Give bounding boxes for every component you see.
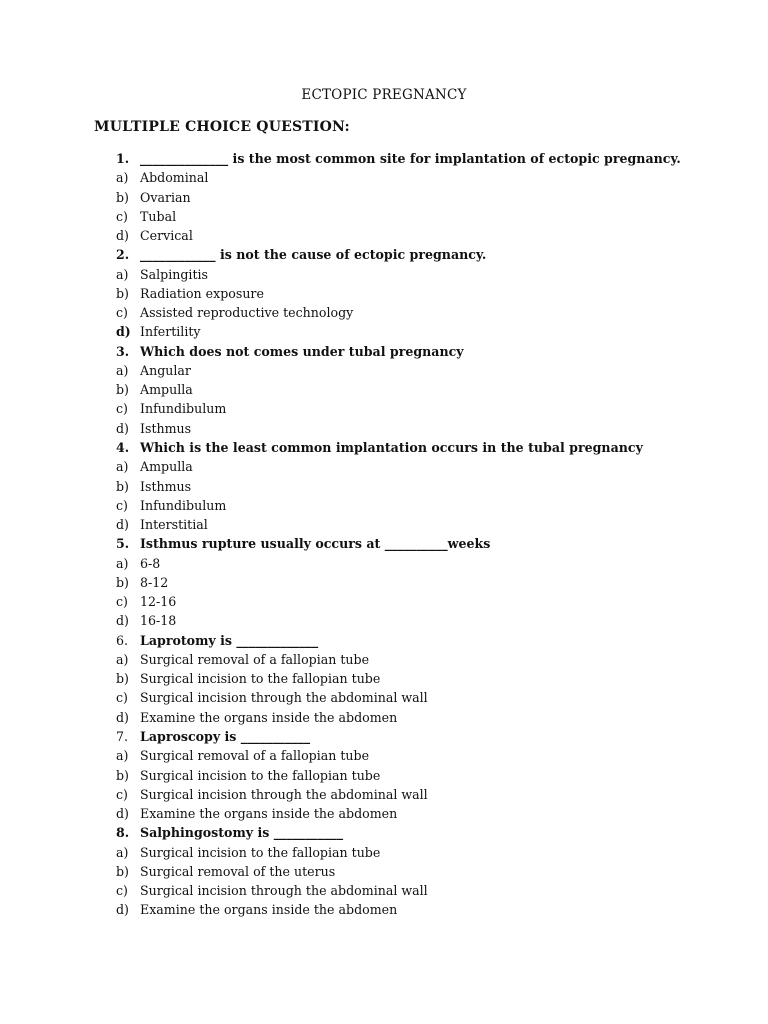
option-letter: a) <box>116 748 129 764</box>
option-row <box>0 399 768 418</box>
option-row <box>0 688 768 707</box>
question-text: Laprotomy is _____________ <box>140 632 319 648</box>
option-letter: d) <box>116 324 131 340</box>
option-letter: d) <box>116 228 129 244</box>
question-number: 6. <box>116 632 129 648</box>
option-row <box>0 862 768 881</box>
option-row <box>0 322 768 341</box>
question-number: 4. <box>116 439 130 455</box>
option-text: Ovarian <box>140 189 191 205</box>
option-letter: d) <box>116 709 129 725</box>
option-text: Ampulla <box>140 382 193 398</box>
question-text: Isthmus rupture usually occurs at __________weeks <box>140 536 491 552</box>
option-row <box>0 496 768 515</box>
question-number: 8. <box>116 825 130 841</box>
option-letter: b) <box>116 767 129 783</box>
option-row <box>0 265 768 284</box>
option-text: 6-8 <box>140 555 161 571</box>
option-text: Infundibulum <box>140 497 227 513</box>
question-number: 7. <box>116 728 129 744</box>
option-text: Surgical incision through the abdominal wall <box>140 883 428 899</box>
question-text: Which does not comes under tubal pregnancy <box>140 343 464 359</box>
question-row <box>0 534 768 553</box>
question-row <box>0 149 768 168</box>
option-text: Isthmus <box>140 420 192 436</box>
document-title: ECTOPIC PREGNANCY <box>301 87 467 103</box>
option-row <box>0 766 768 785</box>
option-text: Radiation exposure <box>140 285 264 301</box>
option-letter: c) <box>116 594 128 610</box>
option-row <box>0 900 768 919</box>
option-letter: c) <box>116 690 128 706</box>
question-text: Laproscopy is ___________ <box>140 728 311 744</box>
option-letter: c) <box>116 305 128 321</box>
option-row <box>0 611 768 630</box>
question-number: 5. <box>116 536 130 552</box>
option-row <box>0 168 768 187</box>
option-row <box>0 843 768 862</box>
option-letter: a) <box>116 651 129 667</box>
option-letter: b) <box>116 189 129 205</box>
question-row <box>0 823 768 842</box>
question-row <box>0 631 768 650</box>
option-letter: a) <box>116 555 129 571</box>
question-text: ____________ is not the cause of ectopic pregnancy. <box>140 247 487 263</box>
option-text: Surgical incision to the fallopian tube <box>140 767 381 783</box>
question-text: ______________ is the most common site for implantation of ectopic pregnancy. <box>140 151 681 166</box>
option-letter: a) <box>116 459 129 475</box>
option-row <box>0 419 768 438</box>
question-number: 1. <box>116 151 130 166</box>
question-text: Salphingostomy is ___________ <box>140 825 344 841</box>
option-row <box>0 804 768 823</box>
option-row <box>0 881 768 900</box>
option-text: Surgical incision to the fallopian tube <box>140 671 381 687</box>
option-row <box>0 573 768 592</box>
option-text: Examine the organs inside the abdomen <box>140 902 398 918</box>
option-row <box>0 785 768 804</box>
option-row <box>0 650 768 669</box>
option-text: Isthmus <box>140 478 192 494</box>
option-letter: c) <box>116 786 128 802</box>
question-row <box>0 727 768 746</box>
option-letter: a) <box>116 266 129 282</box>
option-row <box>0 303 768 322</box>
option-text: 12-16 <box>140 594 177 610</box>
option-letter: c) <box>116 401 128 417</box>
question-number: 2. <box>116 247 130 263</box>
option-letter: a) <box>116 170 129 186</box>
question-text: Which is the least common implantation occurs in the tubal pregnancy <box>140 439 643 455</box>
option-text: Ampulla <box>140 459 193 475</box>
option-row <box>0 361 768 380</box>
option-row <box>0 592 768 611</box>
option-row <box>0 457 768 476</box>
option-text: Surgical incision through the abdominal wall <box>140 690 428 706</box>
option-text: 16-18 <box>140 613 177 629</box>
option-letter: d) <box>116 613 129 629</box>
option-letter: d) <box>116 420 129 436</box>
option-letter: c) <box>116 883 128 899</box>
option-text: Surgical incision through the abdominal wall <box>140 786 428 802</box>
option-text: Assisted reproductive technology <box>140 305 354 321</box>
option-text: Infundibulum <box>140 401 227 417</box>
option-letter: a) <box>116 844 129 860</box>
option-letter: a) <box>116 362 129 378</box>
option-letter: d) <box>116 902 129 918</box>
option-row <box>0 284 768 303</box>
option-text: 8-12 <box>140 574 169 590</box>
option-row <box>0 380 768 399</box>
option-row <box>0 746 768 765</box>
option-row <box>0 207 768 226</box>
question-row <box>0 342 768 361</box>
option-text: Surgical removal of a fallopian tube <box>140 748 370 764</box>
option-letter: b) <box>116 671 129 687</box>
option-text: Tubal <box>140 208 177 224</box>
option-text: Interstitial <box>140 517 208 533</box>
option-row <box>0 554 768 573</box>
question-row <box>0 245 768 264</box>
option-letter: b) <box>116 478 129 494</box>
option-row <box>0 477 768 496</box>
option-text: Examine the organs inside the abdomen <box>140 709 398 725</box>
option-text: Angular <box>140 362 191 378</box>
option-text: Salpingitis <box>140 266 209 282</box>
option-text: Abdominal <box>140 170 209 186</box>
option-text: Cervical <box>140 228 193 244</box>
option-letter: c) <box>116 208 128 224</box>
option-letter: b) <box>116 863 129 879</box>
option-text: Infertility <box>140 324 201 340</box>
option-letter: b) <box>116 574 129 590</box>
question-number: 3. <box>116 343 130 359</box>
option-row <box>0 708 768 727</box>
option-row <box>0 669 768 688</box>
section-title: MULTIPLE CHOICE QUESTION: <box>94 119 350 135</box>
question-list <box>0 149 768 920</box>
option-letter: c) <box>116 497 128 513</box>
option-text: Surgical incision to the fallopian tube <box>140 844 381 860</box>
option-row <box>0 226 768 245</box>
option-letter: b) <box>116 285 129 301</box>
option-letter: b) <box>116 382 129 398</box>
option-letter: d) <box>116 517 129 533</box>
option-row <box>0 515 768 534</box>
question-row <box>0 438 768 457</box>
option-text: Examine the organs inside the abdomen <box>140 806 398 822</box>
option-letter: d) <box>116 806 129 822</box>
option-text: Surgical removal of the uterus <box>140 863 336 879</box>
option-text: Surgical removal of a fallopian tube <box>140 651 370 667</box>
option-row <box>0 188 768 207</box>
